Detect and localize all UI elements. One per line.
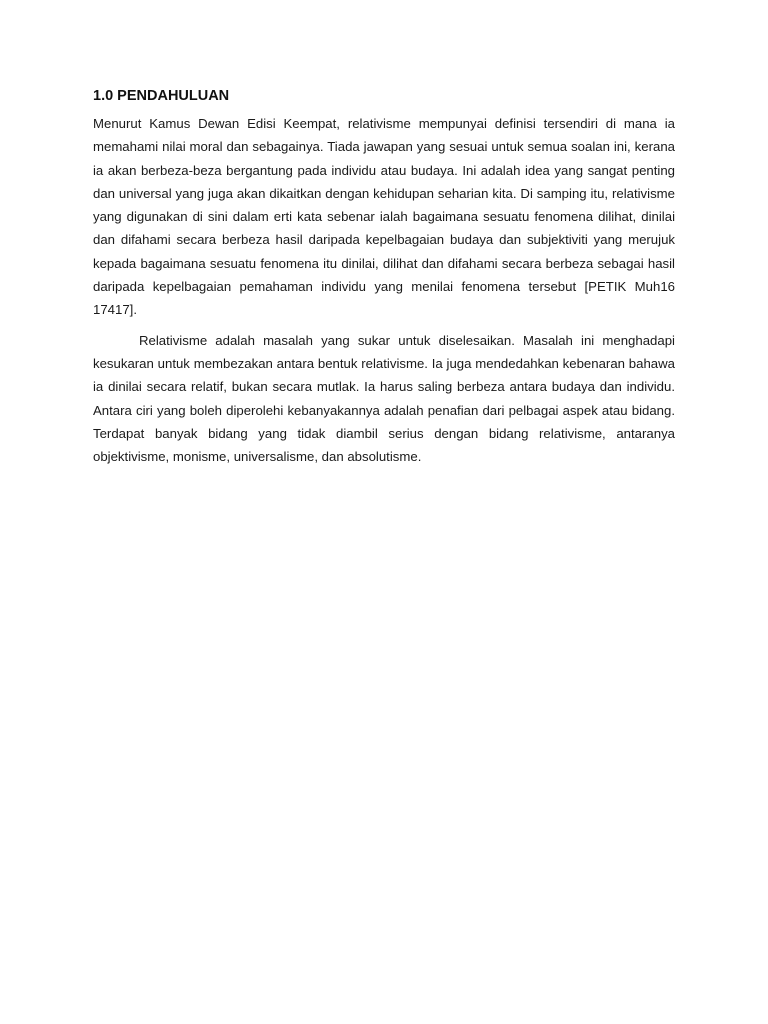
document-page [93,86,675,468]
section-heading: 1.0 PENDAHULUAN [93,88,230,104]
paragraph-2: Relativisme adalah masalah yang sukar untuk diselesaikan. Masalah ini menghadapi kesukaran untuk membezakan antara bentuk relativisme. Ia juga mendedahkan kebenaran bahawa ia dinilai secara relatif, bukan secara mutlak. Ia harus saling berbeza antara budaya dan individu. Antara ciri yang boleh diperolehi kebanyakannya adalah penafian dari pelbagai aspek atau bidang. Terdapat banyak bidang yang tidak diambil serius dengan bidang relativisme, antaranya objektivisme, monisme, universalisme, dan absolutisme. [93,332,675,465]
paragraph-1: Menurut Kamus Dewan Edisi Keempat, relativisme mempunyai definisi tersendiri di mana ia memahami nilai moral dan sebagainya. Tiada jawapan yang sesuai untuk semua soalan ini, kerana ia akan berbeza-beza bergantung pada individu atau budaya. Ini adalah idea yang sangat penting dan universal yang juga akan dikaitkan dengan kehidupan seharian kita. Di samping itu, relativisme yang digunakan di sini dalam erti kata sebenar ialah bagaimana sesuatu fenomena dilihat, dinilai dan difahami secara berbeza hasil daripada kepelbagaian budaya dan subjektiviti yang merujuk kepada bagaimana sesuatu fenomena itu dinilai, dilihat dan difahami secara berbeza sebagai hasil daripada kepelbagaian pemahaman individu yang menilai fenomena tersebut [PETIK Muh16 17417]. [93,116,675,318]
